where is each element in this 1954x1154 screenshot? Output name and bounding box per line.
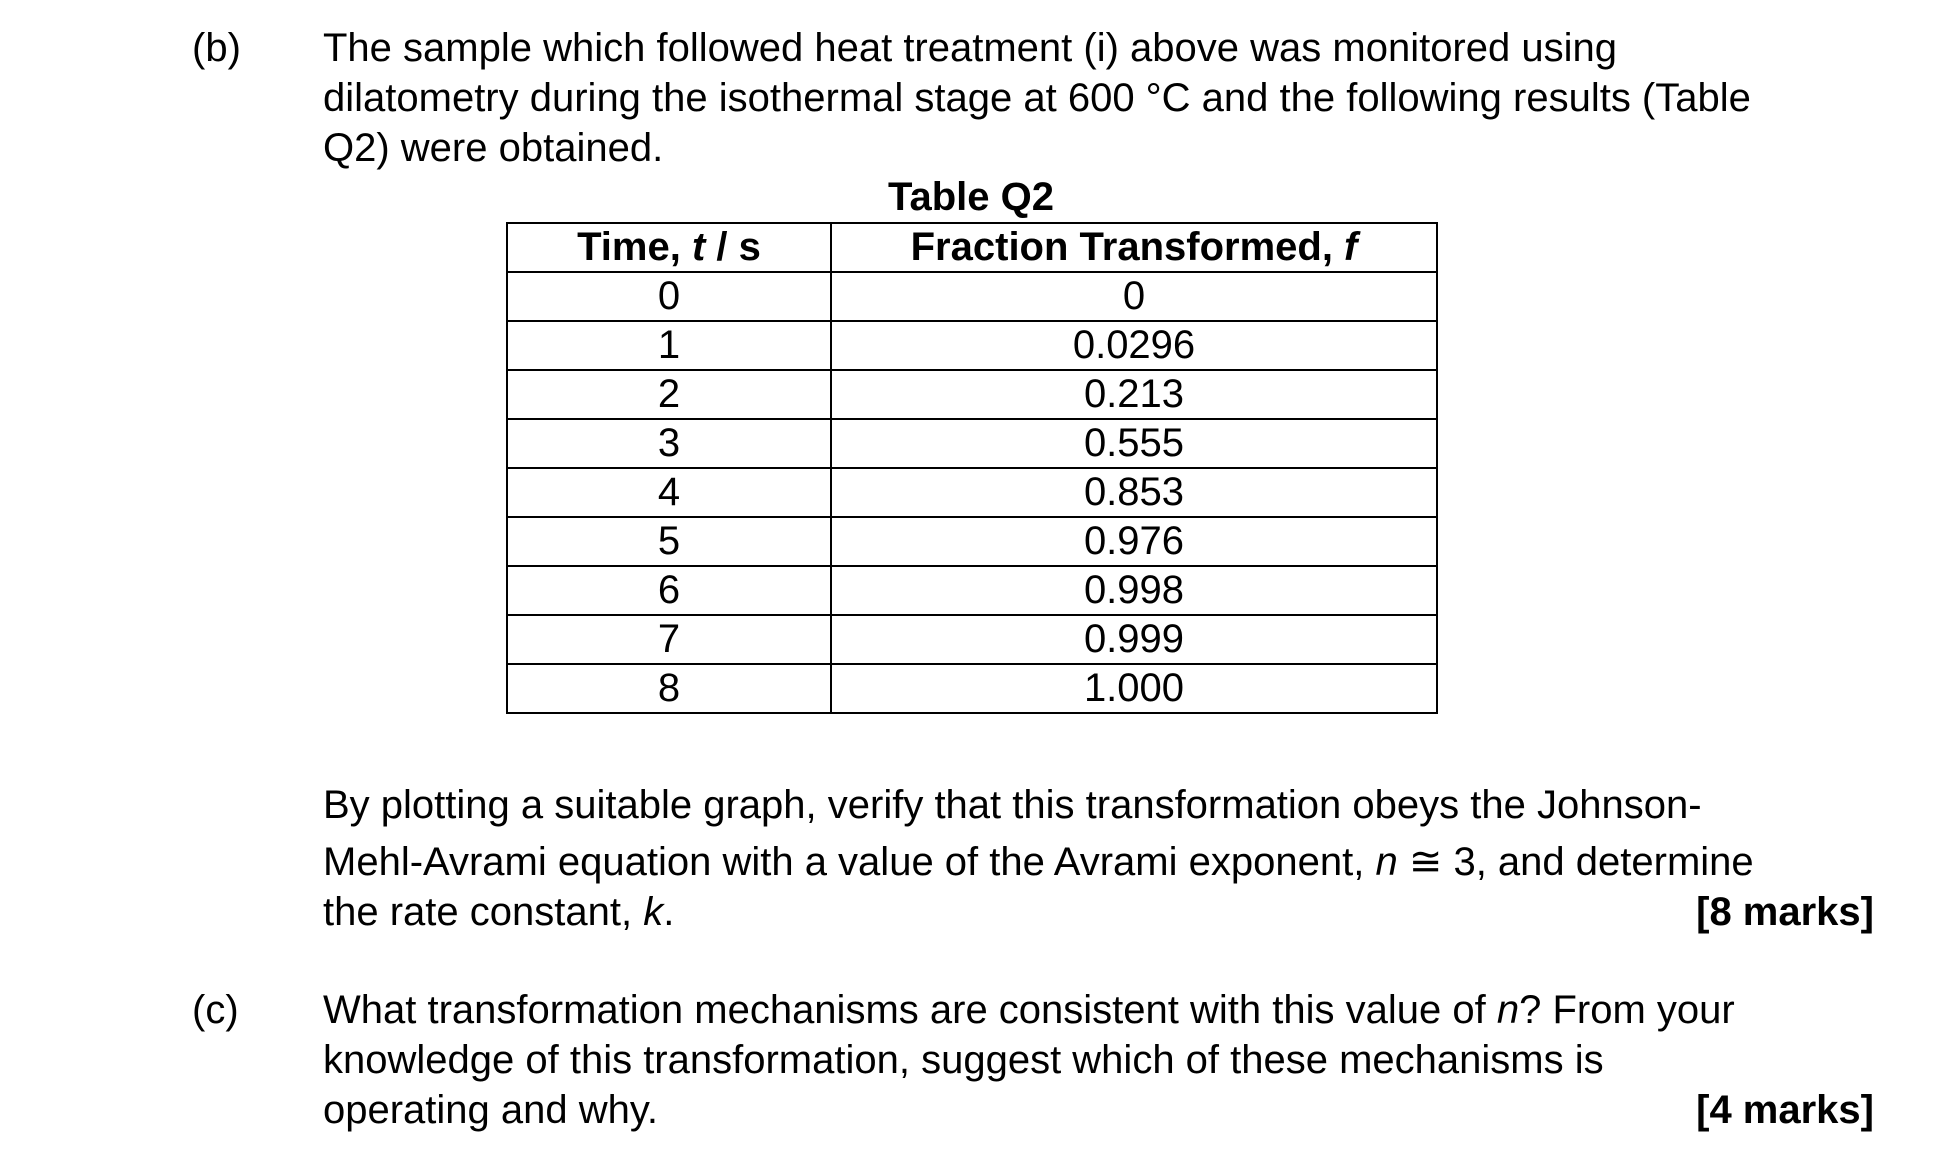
question-line-3-period: . <box>663 890 675 934</box>
question-line-1: By plotting a suitable graph, verify that this transformation obeys the Johnson- <box>323 783 1702 827</box>
c-line-1-rest: ? From your <box>1519 988 1735 1032</box>
table-row <box>507 615 1437 664</box>
fraction-cell: 0.998 <box>831 566 1437 615</box>
time-cell: 0 <box>507 272 831 321</box>
time-cell: 4 <box>507 468 831 517</box>
header-fraction <box>831 223 1437 272</box>
time-cell: 3 <box>507 419 831 468</box>
table-header-row <box>507 223 1437 272</box>
header-time-variable: t <box>691 225 706 269</box>
fraction-cell: 0.555 <box>831 419 1437 468</box>
rate-constant-symbol: k <box>643 890 664 934</box>
time-cell: 2 <box>507 370 831 419</box>
time-cell: 7 <box>507 615 831 664</box>
fraction-cell: 0.976 <box>831 517 1437 566</box>
fraction-cell: 0.213 <box>831 370 1437 419</box>
data-table <box>506 222 1438 714</box>
time-cell: 1 <box>507 321 831 370</box>
question-line-3-text: the rate constant, <box>323 890 644 934</box>
table-body <box>507 272 1437 713</box>
fraction-cell: 0.853 <box>831 468 1437 517</box>
fraction-cell: 0.999 <box>831 615 1437 664</box>
time-cell: 6 <box>507 566 831 615</box>
table-row <box>507 468 1437 517</box>
question-line-2 <box>323 837 1754 887</box>
header-time <box>507 223 831 272</box>
fraction-cell: 1.000 <box>831 664 1437 713</box>
intro-line-2: dilatometry during the isothermal stage at 600 °C and the following results (Table <box>323 76 1751 120</box>
c-line-1-text: What transformation mechanisms are consistent with this value of <box>323 988 1497 1032</box>
table-caption: Table Q2 <box>888 175 1054 219</box>
header-time-text: Time, <box>577 225 692 269</box>
header-fraction-text: Fraction Transformed, <box>910 225 1345 269</box>
marks-b: [8 marks] <box>1696 890 1874 934</box>
table-row <box>507 517 1437 566</box>
table-row <box>507 272 1437 321</box>
time-cell: 5 <box>507 517 831 566</box>
question-line-2-text: Mehl-Avrami equation with a value of the Avrami exponent, <box>323 840 1376 884</box>
part-c-label: (c) <box>192 988 239 1032</box>
c-line-3: operating and why. <box>323 1088 659 1132</box>
marks-c: [4 marks] <box>1696 1088 1874 1132</box>
header-fraction-variable: f <box>1344 225 1358 269</box>
time-cell: 8 <box>507 664 831 713</box>
intro-line-3: Q2) were obtained. <box>323 126 664 170</box>
question-line-3 <box>323 887 674 937</box>
fraction-cell: 0.0296 <box>831 321 1437 370</box>
part-b-label: (b) <box>192 26 241 70</box>
table-row <box>507 370 1437 419</box>
table-row <box>507 566 1437 615</box>
c-line-1 <box>323 985 1735 1035</box>
question-line-2-rest: ≅ 3, and determine <box>1397 840 1754 884</box>
fraction-cell: 0 <box>831 272 1437 321</box>
table-row <box>507 321 1437 370</box>
header-time-unit: / s <box>705 225 761 269</box>
table-row <box>507 419 1437 468</box>
intro-line-1: The sample which followed heat treatment (i) above was monitored using <box>323 26 1617 70</box>
c-line-2: knowledge of this transformation, suggest which of these mechanisms is <box>323 1038 1604 1082</box>
table-row <box>507 664 1437 713</box>
avrami-exponent-symbol: n <box>1375 840 1398 884</box>
exponent-symbol: n <box>1496 988 1520 1032</box>
